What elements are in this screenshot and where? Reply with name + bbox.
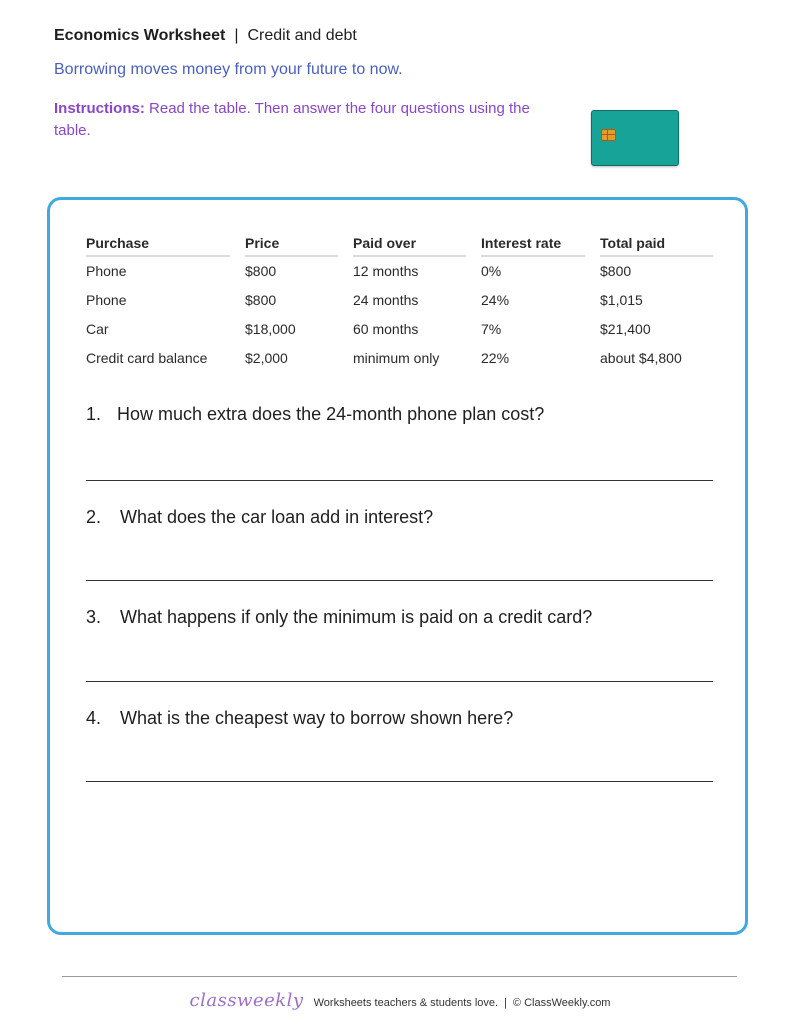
table-row [86,315,713,344]
table-row [86,286,713,315]
question-1 [86,404,544,425]
answer-line-4[interactable] [86,781,713,782]
question-number: 1. [86,404,102,424]
instructions-text: Read the table. Then answer the four questions using the table. [54,100,530,139]
table-cell: 24% [481,292,510,308]
column-header-paid-over: Paid over [353,232,466,257]
table-cell: Car [86,321,109,337]
question-number: 4. [86,708,102,728]
answer-line-2[interactable] [86,580,713,581]
footer [0,990,800,1011]
question-text: What is the cheapest way to borrow shown here? [120,708,514,728]
table-cell: about $4,800 [600,350,682,366]
table-cell: $21,400 [600,321,651,337]
card-chip-icon [601,129,616,141]
table-cell: $800 [245,263,277,279]
question-2 [86,507,433,528]
instructions-label: Instructions: [54,100,145,117]
header-separator: | [234,27,239,44]
table-cell: $1,015 [600,292,643,308]
table-cell: $800 [245,292,277,308]
table-cell: $18,000 [245,321,296,337]
table-cell: 12 months [353,263,419,279]
worksheet-label: Economics Worksheet [54,27,226,44]
question-text: What happens if only the minimum is paid on a credit card? [120,607,593,627]
column-header-interest-rate: Interest rate [481,232,585,257]
table-cell: $2,000 [245,350,288,366]
question-number: 2. [86,507,102,527]
table-cell: minimum only [353,350,440,366]
table-row [86,257,713,286]
instructions [54,98,534,142]
table-cell: Credit card balance [86,350,208,366]
credit-table [86,232,713,373]
table-header-row [86,232,713,257]
column-header-price: Price [245,232,338,257]
question-text: What does the car loan add in interest? [120,507,434,527]
table-cell: 24 months [353,292,419,308]
footer-copyright: © ClassWeekly.com [512,997,611,1009]
column-header-purchase: Purchase [86,232,230,257]
table-cell: $800 [600,263,632,279]
table-cell: 7% [481,321,502,337]
question-text: How much extra does the 24-month phone plan cost? [117,404,545,424]
worksheet-header [54,27,357,45]
column-header-total-paid: Total paid [600,232,713,257]
worksheet-subtitle: Borrowing moves money from your future to now. [54,61,403,78]
worksheet-topic: Credit and debt [247,27,357,44]
table-cell: 0% [481,263,502,279]
footer-divider [62,976,737,977]
credit-card-icon [591,110,679,166]
question-3 [86,607,592,628]
table-cell: 22% [481,350,510,366]
answer-line-1[interactable] [86,480,713,481]
table-cell: Phone [86,263,127,279]
question-number: 3. [86,607,102,627]
brand-logo: classweekly [189,990,304,1011]
answer-line-3[interactable] [86,681,713,682]
table-row [86,344,713,373]
question-4 [86,708,513,729]
footer-separator: | [504,997,507,1009]
table-cell: 60 months [353,321,419,337]
table-cell: Phone [86,292,127,308]
footer-tagline: Worksheets teachers & students love. [313,997,499,1009]
